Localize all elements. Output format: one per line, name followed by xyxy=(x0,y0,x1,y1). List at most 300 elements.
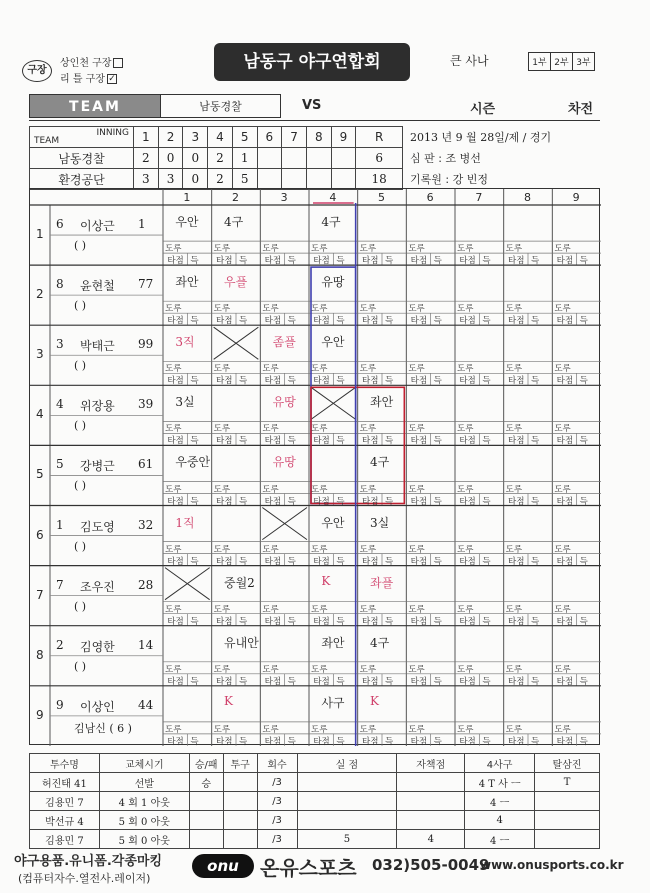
pitcher-runs[interactable] xyxy=(297,792,397,811)
score-label: 득 xyxy=(531,736,540,747)
batting-order: 7 xyxy=(36,587,44,602)
score-label: 득 xyxy=(482,496,491,507)
score-label: 득 xyxy=(287,496,296,507)
rbi-label: 타점 xyxy=(362,676,379,687)
score-label: 득 xyxy=(531,436,540,447)
score-label: 득 xyxy=(579,436,588,447)
play-entry: K xyxy=(224,693,233,708)
steal-label: 도루 xyxy=(505,244,523,255)
steal-label: 도루 xyxy=(359,544,377,555)
steal-label: 도루 xyxy=(262,304,279,315)
score-label: 득 xyxy=(482,736,491,747)
play-entry: 좌플 xyxy=(370,575,394,590)
steal-label: 도루 xyxy=(408,484,425,495)
score-label: 득 xyxy=(482,676,491,687)
batter-number: 77 xyxy=(138,277,154,292)
umpire-label: 심 판 : xyxy=(410,151,442,165)
inning-score[interactable] xyxy=(331,148,356,169)
batter-number: 61 xyxy=(138,457,154,472)
pitcher-so[interactable] xyxy=(535,811,600,830)
inning-score[interactable]: 0 xyxy=(183,148,208,169)
pitcher-runs[interactable] xyxy=(297,811,397,830)
batter-number: 32 xyxy=(138,517,154,532)
grid-content xyxy=(30,189,601,746)
score-label: 득 xyxy=(190,436,199,447)
play-entry: 4구 xyxy=(370,635,390,650)
pitcher-wl[interactable] xyxy=(189,792,223,811)
pitcher-pitch[interactable] xyxy=(223,792,257,811)
play-entry: 우안 xyxy=(321,515,345,530)
vs-label: VS xyxy=(302,98,322,113)
score-label: 득 xyxy=(385,616,394,627)
play-entry: 우플 xyxy=(224,275,248,290)
score-label: 득 xyxy=(287,316,296,327)
steal-label: 도루 xyxy=(213,304,231,315)
rbi-label: 타점 xyxy=(264,376,282,387)
batting-order: 8 xyxy=(36,647,44,662)
score-label: 득 xyxy=(287,556,296,567)
inning-score[interactable] xyxy=(306,148,331,169)
steal-label: 도루 xyxy=(505,424,523,435)
score-label: 득 xyxy=(433,736,442,747)
steal-label: 도루 xyxy=(311,604,328,615)
inning-score[interactable]: 1 xyxy=(232,148,257,169)
rbi-label: 타점 xyxy=(459,556,476,567)
inning-team-name[interactable]: 환경공단 xyxy=(30,169,134,190)
pitcher-er[interactable] xyxy=(397,792,465,811)
pitcher-er[interactable] xyxy=(397,811,465,830)
inning-score[interactable] xyxy=(282,148,307,169)
steal-label: 도루 xyxy=(505,724,523,735)
score-label: 득 xyxy=(190,316,199,327)
pitcher-bb[interactable]: 4 ㅡ xyxy=(465,830,535,849)
play-entry: 사구 xyxy=(321,695,345,710)
rbi-label: 타점 xyxy=(167,496,184,507)
umpire-name[interactable]: 조 병선 xyxy=(445,151,481,165)
inning-score[interactable]: 0 xyxy=(158,148,183,169)
pitcher-table xyxy=(29,753,600,849)
pitcher-change[interactable]: 5 회 0 아웃 xyxy=(99,830,189,849)
game-no-label: 차전 xyxy=(568,102,594,117)
steal-label: 도루 xyxy=(165,544,182,555)
rbi-label: 타점 xyxy=(556,496,574,507)
venue-option-1 xyxy=(60,54,123,69)
footer xyxy=(14,850,634,890)
inning-score[interactable] xyxy=(282,169,307,190)
pitcher-name[interactable]: 김용민 7 xyxy=(30,830,100,849)
score-label: 득 xyxy=(433,556,442,567)
steal-label: 도루 xyxy=(554,724,571,735)
steal-label: 도루 xyxy=(262,484,279,495)
steal-label: 도루 xyxy=(213,364,231,375)
game-meta xyxy=(410,126,600,189)
venue-option-2 xyxy=(60,70,117,85)
steal-label: 도루 xyxy=(262,544,279,555)
rbi-label: 타점 xyxy=(167,556,184,567)
steal-label: 도루 xyxy=(165,724,182,735)
steal-label: 도루 xyxy=(457,244,474,255)
score-label: 득 xyxy=(385,436,394,447)
score-label: 득 xyxy=(336,316,345,327)
inning-column-header: 3 xyxy=(280,191,288,204)
inning-total[interactable]: 18 xyxy=(356,169,403,190)
brand-logo: onu xyxy=(192,854,254,878)
rbi-label: 타점 xyxy=(216,256,233,267)
rbi-label: 타점 xyxy=(508,376,525,387)
score-label: 득 xyxy=(531,256,540,267)
score-label: 득 xyxy=(531,616,540,627)
inning-score[interactable] xyxy=(331,169,356,190)
score-label: 득 xyxy=(336,376,345,387)
rbi-label: 타점 xyxy=(556,436,574,447)
steal-label: 도루 xyxy=(311,304,328,315)
steal-label: 도루 xyxy=(165,304,182,315)
page-title: 남동구 야구연합회 xyxy=(214,43,410,81)
batter-number: 99 xyxy=(138,337,154,352)
rbi-label: 타점 xyxy=(508,676,525,687)
score-label: 득 xyxy=(336,256,345,267)
score-label: 득 xyxy=(336,436,345,447)
score-label: 득 xyxy=(336,556,345,567)
pitcher-row xyxy=(30,773,600,792)
substitute-entry: ( ) xyxy=(74,539,87,553)
recorder-label: 기록원 : xyxy=(410,172,450,186)
substitute-entry: ( ) xyxy=(74,359,87,373)
inning-header: 6 xyxy=(257,127,282,148)
inning-header: 8 xyxy=(306,127,331,148)
pitcher-change[interactable]: 4 회 1 아웃 xyxy=(99,792,189,811)
inning-score[interactable]: 2 xyxy=(134,148,159,169)
steal-label: 도루 xyxy=(457,364,474,375)
score-label: 득 xyxy=(433,496,442,507)
batter-position: 6 xyxy=(56,217,64,231)
pitcher-inn[interactable]: /3 xyxy=(257,773,297,792)
steal-label: 도루 xyxy=(359,424,377,435)
rbi-label: 타점 xyxy=(410,376,428,387)
score-label: 득 xyxy=(579,316,588,327)
part-2[interactable]: 2부 xyxy=(551,53,573,71)
pitcher-name[interactable]: 허진태 41 xyxy=(30,773,100,792)
steal-label: 도루 xyxy=(457,604,474,615)
rbi-label: 타점 xyxy=(459,256,476,267)
pitcher-wl[interactable]: 승 xyxy=(189,773,223,792)
steal-label: 도루 xyxy=(457,304,474,315)
pitcher-pitch[interactable] xyxy=(223,773,257,792)
pitcher-runs[interactable] xyxy=(297,773,397,792)
steal-label: 도루 xyxy=(213,604,231,615)
recorder-name[interactable]: 강 빈정 xyxy=(452,172,488,186)
rbi-label: 타점 xyxy=(313,316,330,327)
rbi-label: 타점 xyxy=(459,496,476,507)
pitcher-header: 회수 xyxy=(257,754,297,773)
inning-score[interactable]: 2 xyxy=(208,169,233,190)
score-label: 득 xyxy=(531,676,540,687)
pitcher-bb[interactable]: 4 xyxy=(465,811,535,830)
inning-score[interactable] xyxy=(257,169,282,190)
steal-label: 도루 xyxy=(554,244,571,255)
score-label: 득 xyxy=(482,556,491,567)
pitcher-runs[interactable]: 5 xyxy=(297,830,397,849)
play-entry: 유땅 xyxy=(272,455,296,470)
score-label: 득 xyxy=(287,256,296,267)
score-label: 득 xyxy=(190,676,199,687)
score-label: 득 xyxy=(336,616,345,627)
batter-name: 김도영 xyxy=(80,519,115,534)
score-label: 득 xyxy=(385,316,394,327)
steal-label: 도루 xyxy=(408,424,425,435)
inning-score[interactable]: 0 xyxy=(183,169,208,190)
steal-label: 도루 xyxy=(457,664,474,675)
batting-order: 2 xyxy=(36,287,44,302)
batter-position: 5 xyxy=(56,457,64,472)
play-entry: 4구 xyxy=(370,455,390,470)
play-entry: 중월2 xyxy=(224,575,255,590)
inning-column-header: 6 xyxy=(426,191,434,204)
score-label: 득 xyxy=(239,496,248,507)
part-table xyxy=(528,52,595,71)
rbi-label: 타점 xyxy=(556,676,574,687)
steal-label: 도루 xyxy=(408,544,425,555)
steal-label: 도루 xyxy=(554,484,571,495)
rbi-label: 타점 xyxy=(167,676,184,687)
play-entry: 유내안 xyxy=(224,635,259,650)
rbi-label: 타점 xyxy=(556,556,574,567)
score-label: 득 xyxy=(336,496,345,507)
batter-name: 이상근 xyxy=(80,219,115,233)
inning-column-header: 1 xyxy=(183,191,191,204)
rbi-label: 타점 xyxy=(167,736,184,747)
steal-label: 도루 xyxy=(457,424,474,435)
pitcher-wl[interactable] xyxy=(189,811,223,830)
batter-position: 9 xyxy=(56,697,64,712)
rbi-label: 타점 xyxy=(167,436,184,447)
play-entry: 좌안 xyxy=(321,635,345,650)
rbi-label: 타점 xyxy=(362,316,379,327)
rbi-label: 타점 xyxy=(508,496,525,507)
rbi-label: 타점 xyxy=(459,736,476,747)
rbi-label: 타점 xyxy=(362,616,379,627)
rbi-label: 타점 xyxy=(313,436,330,447)
batter-name: 이상인 xyxy=(80,699,115,714)
game-date[interactable]: 2013 년 9 월 28일/제 / 경기 xyxy=(410,130,552,144)
steal-label: 도루 xyxy=(213,244,231,255)
steal-label: 도루 xyxy=(505,364,523,375)
score-label: 득 xyxy=(579,736,588,747)
pitcher-change[interactable]: 5 회 0 아웃 xyxy=(99,811,189,830)
inning-header: 5 xyxy=(232,127,257,148)
rbi-label: 타점 xyxy=(313,616,330,627)
batter-number: 44 xyxy=(138,697,154,712)
score-label: 득 xyxy=(433,316,442,327)
steal-label: 도루 xyxy=(408,364,425,375)
score-label: 득 xyxy=(579,556,588,567)
pitcher-er[interactable] xyxy=(397,773,465,792)
brand-name: 온유스포츠 xyxy=(260,856,357,880)
brand-phone: 032)505-0049 xyxy=(372,856,490,874)
steal-label: 도루 xyxy=(311,244,328,255)
play-entry: 좀플 xyxy=(272,335,296,350)
rbi-label: 타점 xyxy=(556,316,574,327)
steal-label: 도루 xyxy=(165,664,182,675)
part-3[interactable]: 3부 xyxy=(573,53,595,71)
rbi-label: 타점 xyxy=(313,256,330,267)
rbi-label: 타점 xyxy=(264,256,282,267)
inning-header: 3 xyxy=(183,127,208,148)
pitcher-inn[interactable]: /3 xyxy=(257,830,297,849)
score-label: 득 xyxy=(239,316,248,327)
team-name[interactable]: 남동경찰 xyxy=(161,94,281,118)
batter-number: 1 xyxy=(138,217,146,231)
pitcher-name[interactable]: 박선규 4 xyxy=(30,811,100,830)
pitcher-name[interactable]: 김용민 7 xyxy=(30,792,100,811)
pitcher-pitch[interactable] xyxy=(223,811,257,830)
pitcher-so[interactable]: T xyxy=(535,773,600,792)
inning-header: 9 xyxy=(331,127,356,148)
batter-name: 위장용 xyxy=(80,399,115,414)
pitcher-bb[interactable]: 4 ㅡ xyxy=(465,792,535,811)
inning-header: 4 xyxy=(208,127,233,148)
rbi-label: 타점 xyxy=(216,736,233,747)
inning-score[interactable]: 3 xyxy=(158,169,183,190)
score-label: 득 xyxy=(287,616,296,627)
score-label: 득 xyxy=(579,616,588,627)
steal-label: 도루 xyxy=(554,304,571,315)
steal-label: 도루 xyxy=(554,424,571,435)
rbi-label: 타점 xyxy=(410,556,428,567)
inning-column-header: 5 xyxy=(378,191,385,204)
rbi-label: 타점 xyxy=(313,376,330,387)
score-label: 득 xyxy=(482,616,491,627)
part-1[interactable]: 1부 xyxy=(529,53,551,71)
steal-label: 도루 xyxy=(311,724,328,735)
steal-label: 도루 xyxy=(262,244,279,255)
steal-label: 도루 xyxy=(262,724,279,735)
steal-label: 도루 xyxy=(408,304,425,315)
venue-checkbox-1[interactable] xyxy=(113,58,123,68)
steal-label: 도루 xyxy=(311,544,328,555)
steal-label: 도루 xyxy=(165,484,182,495)
steal-label: 도루 xyxy=(554,364,571,375)
score-label: 득 xyxy=(531,556,540,567)
rbi-label: 타점 xyxy=(459,616,476,627)
signature: 큰 사나 xyxy=(450,54,489,68)
steal-label: 도루 xyxy=(165,244,182,255)
steal-label: 도루 xyxy=(165,424,182,435)
scoring-grid xyxy=(29,188,600,745)
inning-score[interactable] xyxy=(257,148,282,169)
score-label: 득 xyxy=(482,316,491,327)
batter-number: 28 xyxy=(138,577,154,592)
score-label: 득 xyxy=(239,736,248,747)
play-entry: K xyxy=(370,693,379,708)
steal-label: 도루 xyxy=(554,604,571,615)
batter-name: 박태근 xyxy=(80,339,115,354)
inning-score[interactable] xyxy=(306,169,331,190)
score-label: 득 xyxy=(433,616,442,627)
pitcher-so[interactable] xyxy=(535,830,600,849)
batting-order: 5 xyxy=(36,467,44,482)
batter-name: 김영한 xyxy=(80,639,115,654)
inning-column-header: 2 xyxy=(232,191,239,204)
steal-label: 도루 xyxy=(457,724,474,735)
pitcher-change[interactable]: 선발 xyxy=(99,773,189,792)
score-label: 득 xyxy=(239,256,248,267)
substitute-entry: ( ) xyxy=(74,299,87,313)
inning-header: 1 xyxy=(134,127,159,148)
steal-label: 도루 xyxy=(505,544,523,555)
score-label: 득 xyxy=(287,376,296,387)
rbi-label: 타점 xyxy=(459,676,476,687)
pitcher-er[interactable]: 4 xyxy=(397,830,465,849)
score-label: 득 xyxy=(239,616,248,627)
batter-position: 8 xyxy=(56,277,64,292)
batter-name: 조우진 xyxy=(80,579,115,594)
pitcher-bb[interactable]: 4 T 사 ㅡ xyxy=(465,773,535,792)
rbi-label: 타점 xyxy=(264,676,282,687)
play-entry: 1직 xyxy=(175,515,195,530)
rbi-label: 타점 xyxy=(313,496,330,507)
steal-label: 도루 xyxy=(311,484,328,495)
rbi-label: 타점 xyxy=(508,616,525,627)
pitcher-pitch[interactable] xyxy=(223,830,257,849)
score-label: 득 xyxy=(385,556,394,567)
play-entry: 4구 xyxy=(321,215,341,229)
rbi-label: 타점 xyxy=(410,436,428,447)
score-label: 득 xyxy=(433,256,442,267)
inning-score[interactable]: 5 xyxy=(232,169,257,190)
inning-column-header: 9 xyxy=(572,191,580,204)
pitcher-inn[interactable]: /3 xyxy=(257,811,297,830)
score-label: 득 xyxy=(531,376,540,387)
batting-order: 1 xyxy=(36,227,44,242)
score-label: 득 xyxy=(190,556,199,567)
inning-score[interactable]: 3 xyxy=(134,169,159,190)
play-entry: 3실 xyxy=(175,395,195,410)
steal-label: 도루 xyxy=(311,424,328,435)
batter-name: 강병근 xyxy=(80,459,115,474)
score-label: 득 xyxy=(579,496,588,507)
inning-team-name[interactable]: 남동경찰 xyxy=(30,148,134,169)
pitcher-header: 탈삼진 xyxy=(535,754,600,773)
footer-line2: (컴퓨터자수.열전사.레이저) xyxy=(18,872,151,885)
rbi-label: 타점 xyxy=(264,316,282,327)
rbi-label: 타점 xyxy=(216,616,233,627)
rbi-label: 타점 xyxy=(459,376,476,387)
rbi-label: 타점 xyxy=(167,376,184,387)
rbi-label: 타점 xyxy=(459,316,476,327)
pitcher-header: 투구 xyxy=(223,754,257,773)
pitcher-so[interactable] xyxy=(535,792,600,811)
steal-label: 도루 xyxy=(213,724,231,735)
team-label: TEAM xyxy=(29,94,161,118)
steal-label: 도루 xyxy=(359,604,377,615)
score-label: 득 xyxy=(385,376,394,387)
inning-total[interactable]: 6 xyxy=(356,148,403,169)
inning-column-header: 7 xyxy=(475,191,483,204)
venue-checkbox-2[interactable]: ✓ xyxy=(108,74,116,84)
rbi-label: 타점 xyxy=(167,256,184,267)
play-entry: 우중안 xyxy=(175,455,211,470)
pitcher-header: 4사구 xyxy=(465,754,535,773)
substitute-entry: ( ) xyxy=(74,239,87,252)
score-label: 득 xyxy=(433,676,442,687)
pitcher-inn[interactable]: /3 xyxy=(257,792,297,811)
pitcher-wl[interactable] xyxy=(189,830,223,849)
substitute-entry: ( ) xyxy=(74,479,87,493)
inning-score[interactable]: 2 xyxy=(208,148,233,169)
score-label: 득 xyxy=(239,556,248,567)
rbi-label: 타점 xyxy=(508,436,525,447)
